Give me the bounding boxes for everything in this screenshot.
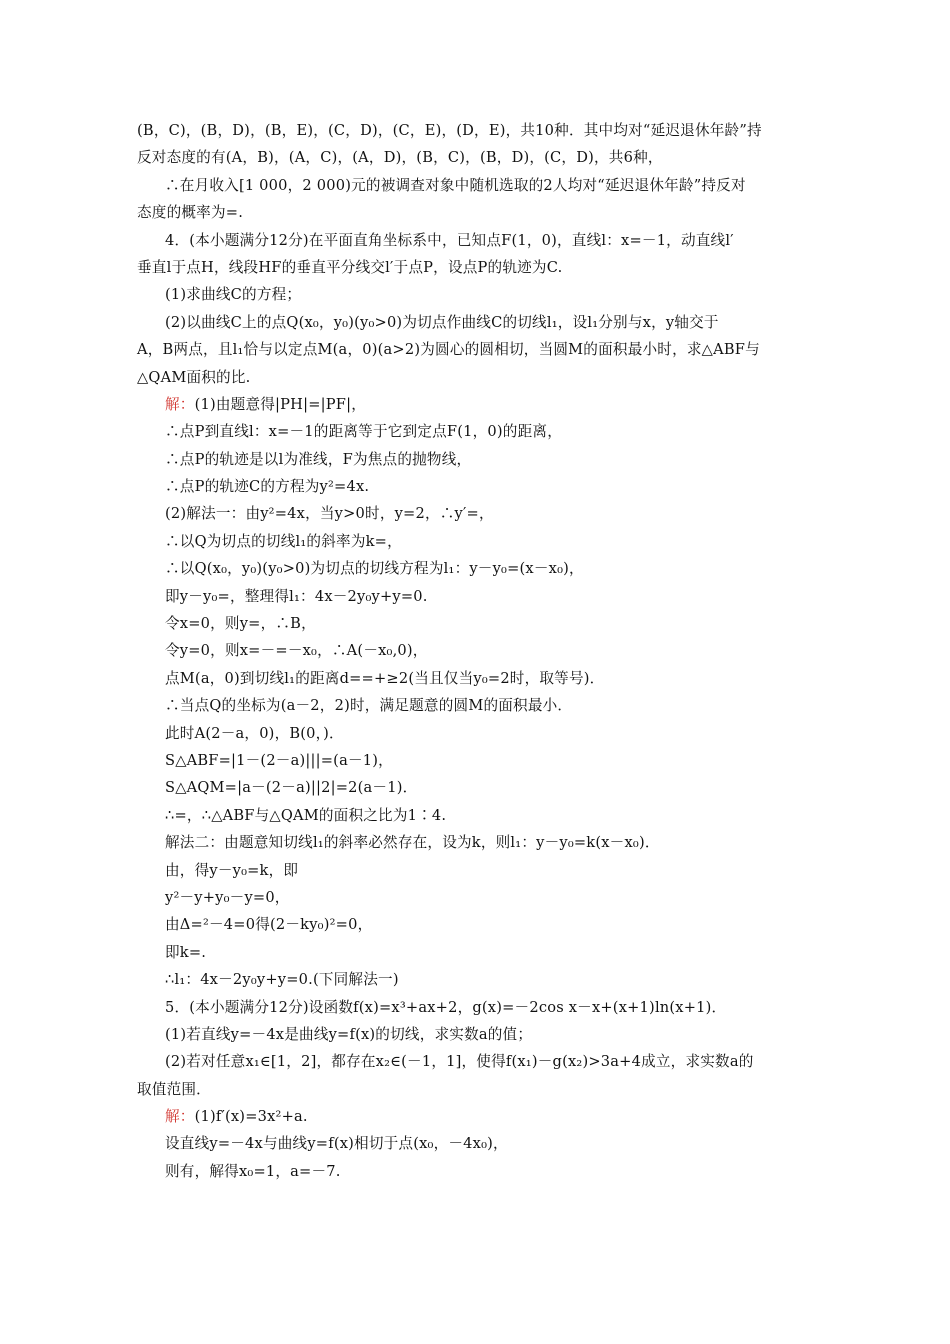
text-line: [137, 1048, 837, 1075]
line-text: 垂直l于点H，线段HF的垂直平分线交l′于点P，设点P的轨迹为C.: [137, 258, 563, 276]
text-line: [137, 364, 837, 391]
text-line: [137, 911, 837, 938]
line-text: ∴以Q(x₀，y₀)(y₀>0)为切点的切线方程为l₁：y－y₀=(x－x₀)，: [165, 560, 584, 578]
line-text: (2)以曲线C上的点Q(x₀，y₀)(y₀>0)为切点作曲线C的切线l₁，设l₁分别与x，y轴交于: [165, 313, 719, 331]
line-text: y²－y+y₀－y=0，: [165, 888, 290, 906]
line-text: ∴点P到直线l：x=－1的距离等于它到定点F(1，0)的距离，: [165, 423, 562, 441]
line-text: 5．(本小题满分12分)设函数f(x)=x³+ax+2，g(x)=－2cos x－x+(x+1)ln(x+1)．: [165, 998, 727, 1016]
text-line: [137, 227, 837, 254]
text-line: [137, 1103, 837, 1130]
text-line: [137, 1076, 837, 1103]
text-line: [137, 884, 837, 911]
text-line: [137, 665, 837, 692]
text-line: [137, 336, 837, 363]
line-text: (2)解法一：由y²=4x，当y>0时，y=2，∴y′=，: [165, 505, 494, 523]
text-line: [137, 637, 837, 664]
text-line: [137, 281, 837, 308]
text-line: [137, 172, 837, 199]
text-line: [137, 117, 837, 144]
line-text: ∴以Q为切点的切线l₁的斜率为k=，: [165, 532, 402, 550]
text-line: [137, 500, 837, 527]
line-text: (1)由题意得|PH|=|PF|，: [194, 395, 367, 413]
line-text: S△ABF=|1－(2－a)|||=(a－1)，: [165, 751, 393, 769]
text-line: [137, 857, 837, 884]
line-text: (1)求曲线C的方程；: [165, 286, 302, 304]
line-text: 点M(a，0)到切线l₁的距离d==+≥2(当且仅当y₀=2时，取等号)．: [165, 669, 605, 687]
text-line: [137, 418, 837, 445]
line-text: 即y－y₀=，整理得l₁：4x－2y₀y+y=0.: [165, 587, 428, 605]
text-line: [137, 391, 837, 418]
document-body: [137, 117, 837, 1185]
line-text: ∴点P的轨迹C的方程为y²=4x.: [165, 478, 370, 496]
text-line: [137, 966, 837, 993]
text-line: [137, 939, 837, 966]
text-line: [137, 446, 837, 473]
line-text: 解法二：由题意知切线l₁的斜率必然存在，设为k，则l₁：y－y₀=k(x－x₀)．: [165, 834, 660, 852]
text-line: [137, 802, 837, 829]
text-line: [137, 610, 837, 637]
text-line: [137, 473, 837, 500]
line-text: ∴在月收入[1 000，2 000)元的被调查对象中随机选取的2人均对“延迟退休年龄”持反对: [165, 176, 746, 194]
text-line: [137, 309, 837, 336]
text-line: [137, 994, 837, 1021]
text-line: [137, 692, 837, 719]
line-text: ∴点P的轨迹是以l为准线，F为焦点的抛物线，: [165, 450, 472, 468]
text-line: [137, 528, 837, 555]
line-text: (B，C)，(B，D)，(B，E)，(C，D)，(C，E)，(D，E)，共10种．其中均对“延迟退休年龄”持: [137, 122, 762, 139]
line-text: 由，得y－y₀=k，即: [165, 861, 299, 879]
text-line: [137, 254, 837, 281]
solution-label: 解：: [165, 395, 195, 413]
line-text: A，B两点，且l₁恰与以定点M(a，0)(a>2)为圆心的圆相切，当圆M的面积最小时，求△ABF与: [137, 341, 760, 359]
line-text: ∴=，∴△ABF与△QAM的面积之比为1∶4.: [165, 806, 447, 824]
line-text: 此时A(2－a，0)，B(0，)．: [165, 724, 344, 742]
text-line: [137, 1130, 837, 1157]
line-text: 4．(本小题满分12分)在平面直角坐标系中，已知点F(1，0)，直线l：x=－1，动直线l′: [165, 231, 734, 249]
text-line: [137, 774, 837, 801]
text-line: [137, 829, 837, 856]
line-text: 令y=0，则x=－=－x₀，∴A(－x₀,0)，: [165, 642, 428, 660]
text-line: [137, 199, 837, 226]
line-text: 即k=.: [165, 943, 207, 961]
line-text: (1)若直线y=－4x是曲线y=f(x)的切线，求实数a的值；: [165, 1025, 533, 1043]
line-text: 由Δ=²－4=0得(2－ky₀)²=0，: [165, 916, 373, 934]
line-text: ∴当点Q的坐标为(a－2，2)时，满足题意的圆M的面积最小．: [165, 697, 573, 715]
line-text: (2)若对任意x₁∈[1，2]，都存在x₂∈(－1，1]，使得f(x₁)－g(x₂)>3a+4成立，求实数a的: [165, 1053, 754, 1071]
solution-label: 解：: [165, 1108, 195, 1126]
text-line: [137, 583, 837, 610]
line-text: 设直线y=－4x与曲线y=f(x)相切于点(x₀，－4x₀)，: [165, 1135, 508, 1153]
text-line: [137, 1158, 837, 1185]
line-text: 令x=0，则y=，∴B，: [165, 615, 316, 633]
line-text: ∴l₁：4x－2y₀y+y=0.(下同解法一): [165, 971, 399, 989]
line-text: 态度的概率为=.: [137, 204, 244, 222]
line-text: △QAM面积的比.: [137, 368, 251, 386]
line-text: (1)f′(x)=3x²+a.: [194, 1108, 308, 1126]
text-line: [137, 1021, 837, 1048]
line-text: 反对态度的有(A，B)，(A，C)，(A，D)，(B，C)，(B，D)，(C，D)，共6种，: [137, 149, 663, 167]
text-line: [137, 747, 837, 774]
line-text: S△AQM=|a－(2－a)||2|=2(a－1)．: [165, 779, 418, 797]
line-text: 取值范围．: [137, 1080, 211, 1098]
text-line: [137, 555, 837, 582]
line-text: 则有，解得x₀=1，a=－7.: [165, 1162, 341, 1180]
text-line: [137, 144, 837, 171]
text-line: [137, 720, 837, 747]
